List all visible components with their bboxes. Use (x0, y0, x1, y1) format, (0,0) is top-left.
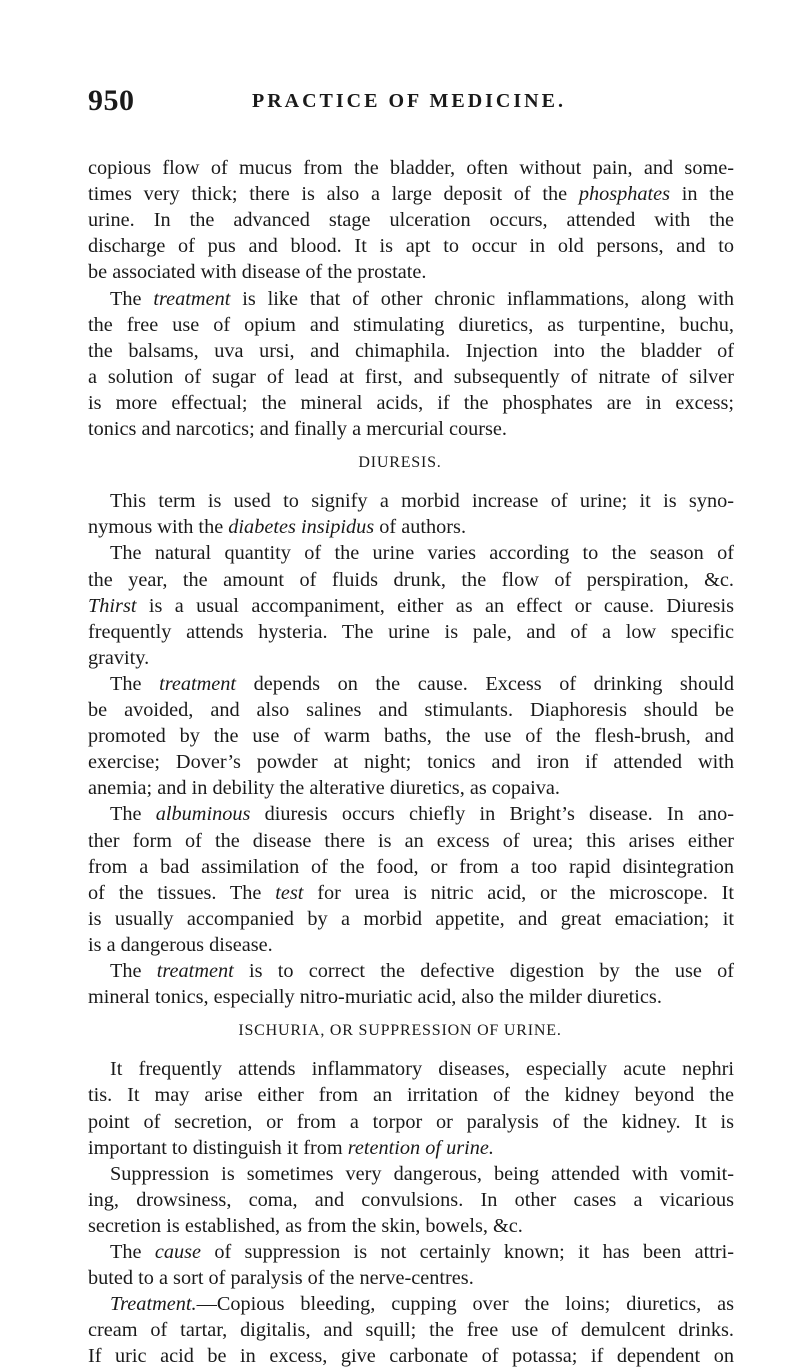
text-run: from a bad assimilation of the food, or from a too rapid disintegration (88, 855, 734, 878)
text-line (88, 312, 734, 338)
text-line (88, 286, 734, 312)
text-line (88, 1135, 734, 1161)
text-run: The (110, 1241, 155, 1263)
text-run: be associated with disease of the prostate. (88, 261, 427, 284)
text-run: It frequently attends inflammatory diseases, especially acute nephri (110, 1058, 734, 1081)
text-run: of suppression is not certainly known; it has been attri- (201, 1241, 734, 1263)
text-run: The natural quantity of the urine varies according to the season of (110, 542, 734, 565)
text-run: If uric acid be in excess, give carbonate of potassa; if dependent on (88, 1345, 734, 1368)
text-line (88, 488, 734, 514)
text-run: secretion is established, as from the skin, bowels, &c. (88, 1214, 523, 1237)
italic-text: phosphates (578, 183, 671, 206)
text-line (88, 390, 734, 416)
text-run: cream of tartar, digitalis, and squill; the free use of demulcent drinks. (88, 1319, 734, 1342)
text-line (88, 1082, 734, 1108)
text-run: gravity. (88, 646, 150, 669)
text-run: be avoided, and also salines and stimulants. Diaphoresis should be (88, 699, 734, 721)
italic-text: Thirst (88, 594, 137, 617)
text-run: tis. It may arise either from an irritation of the kidney beyond the (88, 1084, 734, 1107)
text-run: the year, the amount of fluids drunk, the flow of perspiration, &c. (88, 568, 734, 591)
text-line (88, 1109, 734, 1135)
text-line (88, 828, 734, 854)
text-line (88, 540, 734, 566)
text-run: in the (670, 183, 734, 206)
text-run: urine. In the advanced stage ulceration occurs, attended with the (88, 209, 734, 232)
text-run: —Copious bleeding, cupping over the loins; diuretics, as (196, 1293, 734, 1316)
text-run: ther form of the disease there is an excess of urea; this arises either (88, 829, 734, 852)
text-line (88, 984, 734, 1010)
text-line (88, 514, 734, 540)
section-heading: ISCHURIA, OR SUPPRESSION OF URINE. (238, 1022, 562, 1040)
text-line (88, 1187, 734, 1213)
text-line (88, 155, 734, 181)
text-run: nymous with the (88, 516, 229, 539)
text-run: is like that of other chronic inflammations, along with (230, 287, 734, 310)
text-line (88, 1343, 734, 1369)
italic-text: retention of urine. (347, 1136, 494, 1159)
text-run: depends on the cause. Excess of drinking should (236, 672, 735, 695)
italic-text: treatment (159, 672, 237, 695)
text-line (88, 207, 734, 233)
italic-text: test (275, 881, 304, 904)
text-run: a solution of sugar of lead at first, and subsequently of nitrate of silver (88, 365, 734, 388)
text-line (88, 801, 734, 827)
text-run: The (110, 287, 154, 310)
text-run: for urea is nitric acid, or the microscope. It (303, 881, 734, 904)
text-line (88, 906, 734, 932)
page-header (0, 84, 800, 124)
text-run: copious flow of mucus from the bladder, often without pain, and some- (88, 157, 734, 179)
italic-text: Treatment. (110, 1293, 197, 1316)
text-line (88, 880, 734, 906)
page-number: 950 (88, 84, 135, 117)
text-line (88, 1317, 734, 1343)
text-run: frequently attends hysteria. The urine is pale, and of a low specific (88, 620, 734, 643)
text-line (88, 854, 734, 880)
text-line (88, 1291, 734, 1317)
text-run: promoted by the use of warm baths, the use of the flesh-brush, and (88, 725, 734, 748)
text-line (88, 338, 734, 364)
text-line (88, 364, 734, 390)
text-line (88, 645, 734, 671)
text-run: mineral tonics, especially nitro-muriatic acid, also the milder diuretics. (88, 986, 662, 1009)
text-run: The (110, 672, 160, 695)
text-line (88, 619, 734, 645)
text-run: exercise; Dover’s powder at night; tonics and iron if attended with (88, 751, 734, 774)
text-run: Suppression is sometimes very dangerous, being attended with vomit- (110, 1162, 734, 1185)
text-run: is usually accompanied by a morbid appetite, and great emaciation; it (88, 907, 734, 930)
text-run: of the tissues. The (88, 881, 276, 904)
text-line (88, 1265, 734, 1291)
text-line (88, 416, 734, 442)
text-run: This term is used to signify a morbid increase of urine; it is syno- (110, 490, 734, 513)
text-line (88, 233, 734, 259)
italic-text: diabetes insipidus (228, 516, 375, 539)
text-run: is a dangerous disease. (88, 933, 273, 956)
text-run: is a usual accompaniment, either as an effect or cause. Diuresis (136, 594, 734, 617)
text-line (88, 181, 734, 207)
text-run: is more effectual; the mineral acids, if the phosphates are in excess; (88, 391, 734, 414)
text-line (88, 775, 734, 801)
text-run: is to correct the defective digestion by the use of (233, 960, 735, 982)
italic-text: treatment (156, 960, 234, 982)
italic-text: cause (154, 1241, 202, 1263)
text-line (88, 749, 734, 775)
text-run: of authors. (374, 516, 467, 539)
text-line (88, 697, 734, 723)
text-run: point of secretion, or from a torpor or paralysis of the kidney. It is (88, 1110, 734, 1133)
text-run: anemia; and in debility the alterative diuretics, as copaiva. (88, 777, 560, 800)
text-run: discharge of pus and blood. It is apt to occur in old persons, and to (88, 235, 734, 258)
text-line (88, 259, 734, 285)
text-run: ing, drowsiness, coma, and convulsions. In other cases a vicarious (88, 1188, 734, 1211)
text-run: The (110, 960, 157, 982)
text-run: times very thick; there is also a large deposit of the (88, 183, 579, 206)
text-run: the balsams, uva ursi, and chimaphila. Injection into the bladder of (88, 339, 734, 362)
running-head: PRACTICE OF MEDICINE. (252, 90, 566, 112)
text-line (88, 1239, 734, 1265)
text-run: the free use of opium and stimulating diuretics, as turpentine, buchu, (88, 313, 734, 336)
text-line (88, 958, 734, 984)
text-run: diuresis occurs chiefly in Bright’s disease. In ano- (250, 803, 734, 826)
text-run: tonics and narcotics; and finally a mercurial course. (88, 418, 507, 440)
text-line (88, 567, 734, 593)
text-line (88, 932, 734, 958)
italic-text: albuminous (155, 803, 251, 826)
text-line (88, 723, 734, 749)
text-line (88, 593, 734, 619)
text-line (88, 1161, 734, 1187)
text-line (88, 671, 734, 697)
italic-text: treatment (153, 287, 231, 310)
text-line (88, 1056, 734, 1082)
text-run: The (110, 803, 156, 826)
text-run: important to distinguish it from (88, 1136, 348, 1159)
text-run: buted to a sort of paralysis of the nerve-centres. (88, 1267, 474, 1290)
section-heading: DIURESIS. (358, 454, 442, 472)
text-line (88, 1213, 734, 1239)
